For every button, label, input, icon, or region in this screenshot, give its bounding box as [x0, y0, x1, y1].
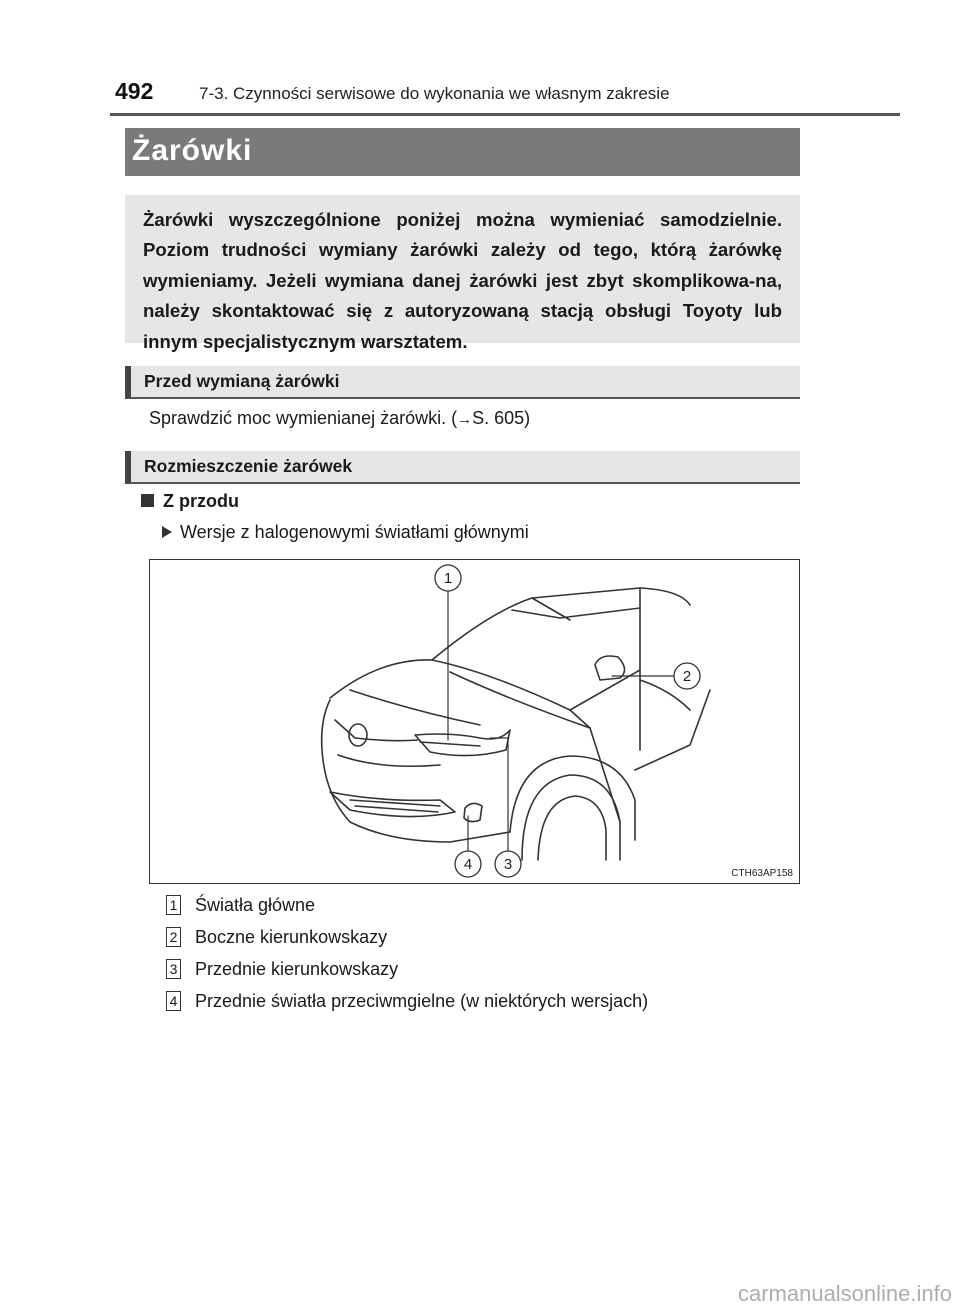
wheel-arch	[510, 756, 635, 840]
car-front-illustration	[149, 559, 800, 884]
legend-label: Boczne kierunkowskazy	[195, 927, 388, 947]
callout-label-4: 4	[463, 856, 473, 873]
check-power-text	[149, 408, 530, 429]
intro-box	[125, 195, 800, 352]
callout-label-1: 1	[443, 570, 453, 587]
car-drawing	[150, 560, 799, 883]
callout-label-2: 2	[682, 668, 692, 685]
header-rule	[110, 113, 900, 116]
page-number: 492	[115, 78, 154, 104]
square-bullet-icon	[141, 494, 154, 507]
section-title-before: Przed wymianą żarówki	[125, 366, 800, 399]
triangle-bullet-icon	[162, 526, 172, 538]
figure-code: CTH63AP158	[731, 868, 793, 879]
check-text-before: Sprawdzić moc wymienianej żarówki. (	[149, 408, 458, 428]
legend-item	[166, 991, 648, 1012]
hood-outline	[330, 660, 590, 728]
legend-item	[166, 895, 315, 916]
subheading-text: Z przodu	[163, 491, 239, 511]
legend-label: Przednie światła przeciwmgielne (w niektórych wersjach)	[195, 991, 649, 1011]
reference-arrow-icon: →	[457, 411, 473, 428]
legend-label: Przednie kierunkowskazy	[195, 959, 399, 979]
variant-line	[162, 522, 529, 543]
legend-item	[166, 927, 387, 948]
legend-label: Światła główne	[195, 895, 316, 915]
fog-lamp-outline	[464, 803, 482, 821]
subheading-front	[141, 491, 239, 512]
legend-number-badge: 4	[166, 991, 181, 1011]
front-bumper	[322, 700, 510, 842]
footer-watermark-url: carmanualsonline.info	[737, 1281, 952, 1306]
section-title-layout: Rozmieszczenie żarówek	[125, 451, 800, 484]
legend-number-badge: 1	[166, 895, 181, 915]
page-title: Żarówki	[125, 128, 800, 176]
callout-label-3: 3	[503, 856, 513, 873]
legend-number-badge: 2	[166, 927, 181, 947]
page-reference-link[interactable]: S. 605)	[472, 408, 531, 428]
running-head: 7-3. Czynności serwisowe do wykonania we własnym zakresie	[199, 84, 670, 103]
legend-item	[166, 959, 398, 980]
intro-text: Żarówki wyszczególnione poniżej można wymieniać samodzielnie. Poziom trudności wymiany żarówki zależy od tego, którą żarówkę wymieniamy. Jeżeli wymiana danej żarówki jest zbyt skomplikowa-na, należy skontaktować się z autoryzowaną stacją obsługi Toyoty lub innym specjalistycznym warsztatem.	[143, 209, 782, 352]
lower-grille	[330, 792, 455, 817]
legend-number-badge: 3	[166, 959, 181, 979]
variant-text: Wersje z halogenowymi światłami głównymi	[180, 522, 529, 542]
